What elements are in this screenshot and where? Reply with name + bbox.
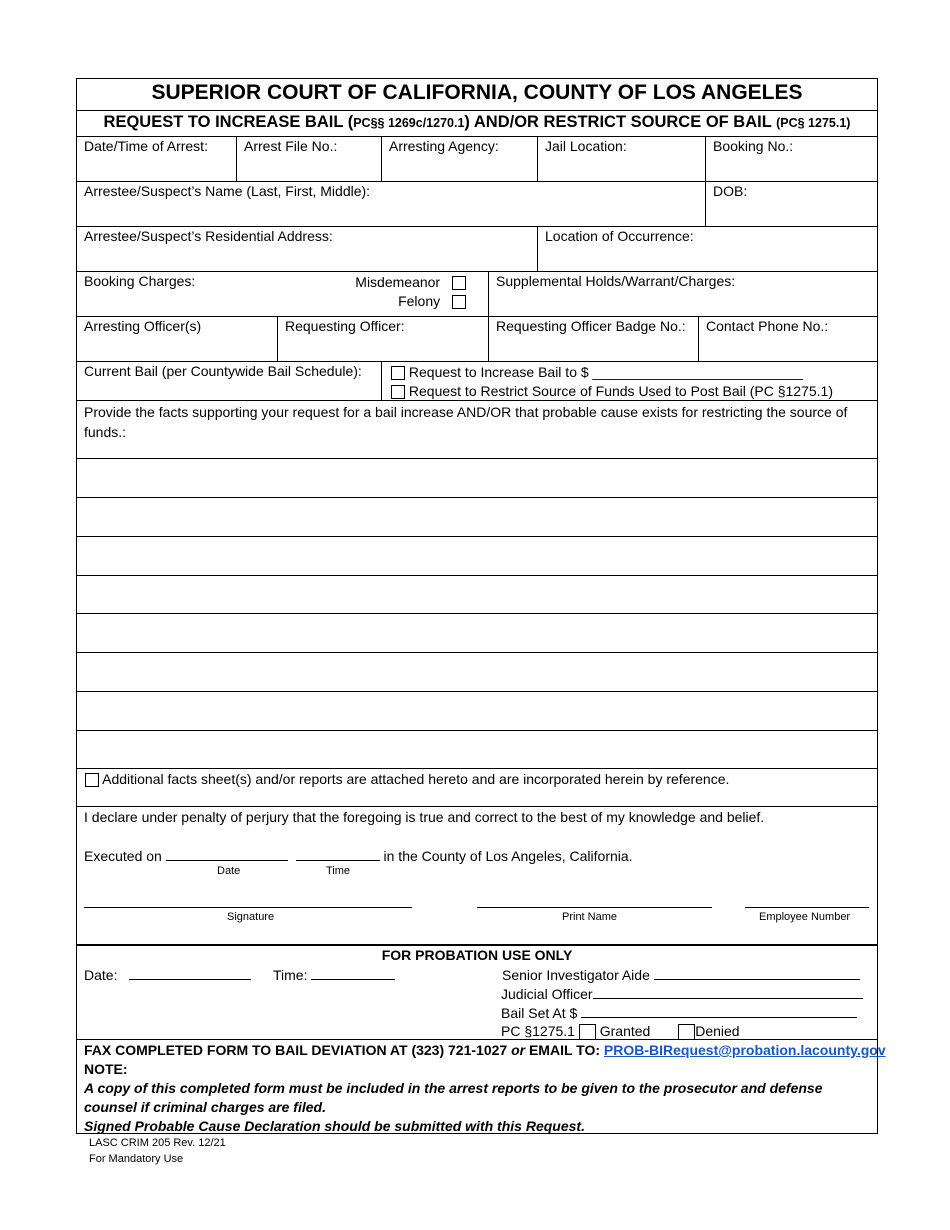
declaration-section (77, 806, 877, 944)
field-label: Current Bail (per Countywide Bail Schedule): (84, 363, 362, 379)
denied-checkbox[interactable] (678, 1024, 695, 1040)
print-name-field[interactable] (477, 907, 712, 908)
judicial-field[interactable] (593, 985, 863, 999)
booking-no-field[interactable] (705, 137, 877, 181)
field-label: Arresting Officer(s) (84, 318, 202, 334)
arresting-agency-field[interactable] (381, 137, 537, 181)
aide-label: Senior Investigator Aide (502, 967, 650, 983)
subtitle-part: ) AND/OR RESTRICT SOURCE OF BAIL (464, 113, 777, 131)
copy-notice: A copy of this completed form must be included in the arrest reports to be given to the prosecutor and defense counsel if criminal charges are filed. (84, 1080, 823, 1115)
facts-line[interactable] (77, 497, 877, 535)
fax-text: EMAIL TO: (525, 1042, 604, 1058)
field-label: Arresting Agency: (389, 138, 499, 154)
form-frame (76, 78, 886, 1134)
badge-no-field[interactable] (488, 317, 698, 361)
misdemeanor-label: Misdemeanor (355, 274, 441, 290)
form-footer (89, 1135, 226, 1167)
executed-line (84, 847, 633, 864)
field-label: Requesting Officer Badge No.: (496, 318, 686, 334)
fax-line (84, 1041, 886, 1060)
fax-or: or (511, 1042, 526, 1058)
execution-time-field[interactable] (296, 847, 380, 861)
bail-request-options (381, 362, 877, 400)
subtitle-statute: (PC§ 1275.1) (776, 116, 851, 130)
subtitle-row (77, 110, 877, 136)
probation-section (77, 944, 877, 1041)
facts-prompt-row (77, 400, 877, 458)
field-label: Arrest File No.: (244, 138, 338, 154)
facts-line[interactable] (77, 613, 877, 651)
arrestee-name-field[interactable] (77, 182, 705, 226)
residential-address-field[interactable] (77, 227, 537, 271)
bail-set-line (501, 1004, 857, 1021)
field-label: Supplemental Holds/Warrant/Charges: (496, 273, 736, 289)
increase-bail-checkbox[interactable] (391, 366, 405, 380)
judicial-label: Judicial Officer (501, 986, 593, 1002)
facts-line[interactable] (77, 691, 877, 729)
misdemeanor-checkbox[interactable] (452, 276, 466, 290)
aide-line (502, 966, 860, 983)
pc-label: PC §1275.1 (501, 1023, 575, 1039)
time-caption: Time (326, 865, 351, 877)
felony-label: Felony (398, 293, 441, 309)
current-bail-field[interactable] (77, 362, 381, 400)
jail-location-field[interactable] (537, 137, 705, 181)
granted-checkbox[interactable] (579, 1024, 596, 1040)
field-label: Booking No.: (713, 138, 794, 154)
note-label: NOTE: (84, 1061, 128, 1077)
attached-label: Additional facts sheet(s) and/or reports are attached hereto and are incorporated herein by reference. (102, 771, 730, 787)
field-label: Jail Location: (545, 138, 627, 154)
felony-checkbox[interactable] (452, 295, 466, 309)
granted-label: Granted (599, 1023, 651, 1039)
arrest-file-no-field[interactable] (236, 137, 381, 181)
officer-row (77, 316, 877, 361)
arrestee-name-row (77, 181, 877, 226)
restrict-source-checkbox[interactable] (391, 385, 405, 399)
contact-phone-field[interactable] (698, 317, 877, 361)
county-label: in the County of Los Angeles, California. (383, 848, 633, 864)
mandatory-use: For Mandatory Use (89, 1153, 184, 1165)
fax-text: FAX COMPLETED FORM TO BAIL DEVIATION AT (323) 721-1027 (84, 1042, 512, 1058)
facts-line[interactable] (77, 575, 877, 613)
dob-field[interactable] (705, 182, 877, 226)
probation-date-line (84, 966, 251, 983)
supplemental-holds-field[interactable] (488, 272, 877, 316)
print-name-caption: Print Name (562, 911, 618, 923)
facts-line[interactable] (77, 730, 877, 768)
email-link[interactable]: PROB-BIRequest@probation.lacounty.gov (603, 1042, 886, 1058)
field-label: Arrestee/Suspect’s Name (Last, First, Middle): (84, 183, 371, 199)
field-label: Arrestee/Suspect’s Residential Address: (84, 228, 333, 244)
facts-prompt: Provide the facts supporting your request for a bail increase AND/OR that probable cause exists for restricting the source of funds.: (84, 404, 848, 440)
booking-charges-field[interactable] (77, 272, 488, 316)
increase-bail-label: Request to Increase Bail to $ ___________________________ (408, 364, 803, 380)
signature-field[interactable] (84, 907, 412, 908)
attached-checkbox[interactable] (85, 773, 99, 787)
form-subtitle (77, 113, 877, 132)
arrest-info-row (77, 136, 877, 181)
employee-number-field[interactable] (745, 907, 869, 908)
probation-time-field[interactable] (311, 966, 395, 980)
requesting-officer-field[interactable] (277, 317, 488, 361)
execution-date-field[interactable] (166, 847, 288, 861)
date-time-arrest-field[interactable] (77, 137, 236, 181)
executed-on-label: Executed on (84, 848, 162, 864)
restrict-source-label: Request to Restrict Source of Funds Used to Post Bail (PC §1275.1) (408, 383, 833, 399)
location-occurrence-field[interactable] (537, 227, 877, 271)
field-label: Date/Time of Arrest: (84, 138, 208, 154)
employee-number-caption: Employee Number (759, 911, 851, 923)
signature-caption: Signature (227, 911, 275, 923)
subtitle-part: REQUEST TO INCREASE BAIL ( (103, 113, 354, 131)
date-caption: Date (217, 865, 241, 877)
pc-line (501, 1023, 740, 1040)
judicial-line (501, 985, 863, 1002)
bail-set-label: Bail Set At $ (501, 1005, 578, 1021)
aide-field[interactable] (654, 966, 860, 980)
form-id: LASC CRIM 205 Rev. 12/21 (89, 1137, 226, 1149)
probation-time-line (273, 966, 395, 983)
arresting-officers-field[interactable] (77, 317, 277, 361)
bail-request-row (77, 361, 877, 400)
fax-notice-section (77, 1039, 886, 1134)
probation-time-label: Time: (273, 967, 308, 983)
charge-type-group (355, 273, 466, 311)
probation-date-label: Date: (84, 967, 118, 983)
field-label: Requesting Officer: (285, 318, 405, 334)
facts-line[interactable] (77, 536, 877, 574)
field-label: Contact Phone No.: (706, 318, 829, 334)
denied-label: Denied (695, 1023, 740, 1039)
bail-set-field[interactable] (581, 1004, 857, 1018)
form-title: SUPERIOR COURT OF CALIFORNIA, COUNTY OF LOS ANGELES (151, 81, 803, 104)
facts-line[interactable] (77, 652, 877, 690)
field-label: Booking Charges: (84, 273, 196, 289)
declaration-text: I declare under penalty of perjury that the foregoing is true and correct to the best of my knowledge and belief. (84, 809, 765, 825)
field-label: DOB: (713, 183, 748, 199)
probation-heading: FOR PROBATION USE ONLY (381, 947, 573, 963)
probation-date-field[interactable] (129, 966, 251, 980)
subtitle-statute: PC§§ 1269c/1270.1 (353, 116, 465, 130)
attached-row (77, 768, 877, 806)
charges-row (77, 271, 877, 316)
facts-line[interactable] (77, 458, 877, 496)
signed-notice: Signed Probable Cause Declaration should be submitted with this Request. (84, 1118, 585, 1134)
field-label: Location of Occurrence: (545, 228, 694, 244)
address-row (77, 226, 877, 271)
